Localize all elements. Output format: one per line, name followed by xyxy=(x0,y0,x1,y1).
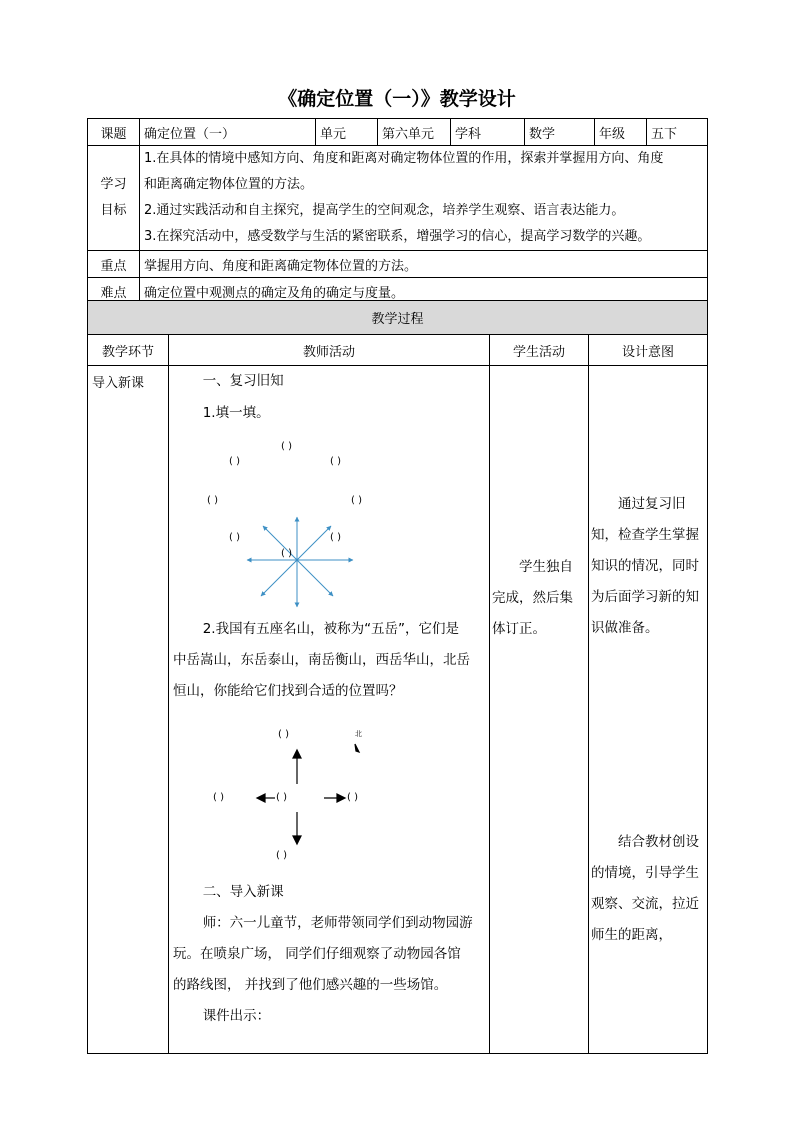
compass-blank-se: ( ) xyxy=(330,532,341,543)
mountain-blank-center: ( ) xyxy=(276,792,287,803)
objective-line: 2.通过实践活动和自主探究，提高学生的空间观念，培养学生观察、语言表达能力。 xyxy=(144,203,625,218)
difficulty-value: 确定位置中观测点的确定及角的确定与度量。 xyxy=(140,278,708,305)
compass-arrow-ne xyxy=(297,526,331,560)
objective-line: 3.在探究活动中，感受数学与生活的紧密联系，增强学习的信心，提高学习数学的兴趣。 xyxy=(144,229,651,244)
intro-heading: 二、导入新课 xyxy=(202,884,284,900)
compass-blank-nw: ( ) xyxy=(229,456,240,467)
header-stage: 教学环节 xyxy=(88,335,169,366)
design-intent-2: 结合教材创设的情境，引导学生观察、交流，拉近师生的距离， xyxy=(591,834,699,943)
stage-name: 导入新课 xyxy=(92,376,145,391)
header-student-activity: 学生活动 xyxy=(490,335,589,366)
design-intent-cell xyxy=(589,366,708,1054)
mountain-blank-south: ( ) xyxy=(276,850,287,861)
objectives-label-line2: 目标 xyxy=(100,203,127,218)
review-heading: 一、复习旧知 xyxy=(202,373,284,389)
compass-blank-w: ( ) xyxy=(207,495,218,506)
header-design-intent: 设计意图 xyxy=(589,335,708,366)
north-arrow-icon xyxy=(355,744,359,752)
compass-blank-ne: ( ) xyxy=(330,456,341,467)
lesson-info-table xyxy=(87,118,708,305)
mountain-question-line1: 2.我国有五座名山，被称为“五岳”，它们是 xyxy=(202,621,460,637)
courseware-label: 课件出示： xyxy=(202,1008,271,1024)
teaching-process-band: 教学过程 xyxy=(88,301,708,335)
compass-arrow-sw xyxy=(261,560,297,596)
header-teacher-activity: 教师活动 xyxy=(169,335,490,366)
lesson-label: 课题 xyxy=(88,119,140,146)
design-intent-1: 通过复习旧知，检查学生掌握知识的情况，同时为后面学习新的知识做准备。 xyxy=(591,496,699,636)
compass-blank-s: ( ) xyxy=(281,548,292,559)
unit-label: 单元 xyxy=(316,119,378,146)
intro-line1: 师：六一儿童节，老师带领同学们到动物园游 xyxy=(202,915,473,931)
objectives-content xyxy=(140,146,708,251)
intro-line3: 的路线图， 并找到了他们感兴趣的一些场馆。 xyxy=(173,977,448,993)
mountain-question-line3: 恒山，你能给它们找到合适的位置吗？ xyxy=(173,683,403,699)
mountain-blank-west: ( ) xyxy=(213,792,224,803)
subject-label: 学科 xyxy=(451,119,525,146)
lesson-value: 确定位置（一） xyxy=(140,119,316,146)
student-activity-text: 学生独自完成，然后集体订正。 xyxy=(492,559,573,637)
student-activity-cell xyxy=(490,366,589,1054)
north-mark: 北 xyxy=(355,730,362,738)
objectives-label xyxy=(88,146,140,251)
objectives-label-line1: 学习 xyxy=(100,177,127,192)
document-title: 《确定位置（一）》教学设计 xyxy=(278,88,516,110)
difficulty-label: 难点 xyxy=(88,278,140,305)
grade-label: 年级 xyxy=(595,119,647,146)
objective-line: 和距离确定物体位置的方法。 xyxy=(144,177,314,192)
fill-heading: 1.填一填。 xyxy=(202,405,270,421)
compass-blank-n: ( ) xyxy=(281,441,292,452)
compass-arrow-se xyxy=(297,560,333,596)
mountains-diagram xyxy=(169,736,490,876)
stage-cell xyxy=(88,366,169,1054)
teacher-activity-cell xyxy=(169,366,490,1054)
grade-value: 五下 xyxy=(647,119,708,146)
mountain-question-line2: 中岳嵩山，东岳泰山，南岳衡山，西岳华山，北岳 xyxy=(173,652,470,668)
teaching-process-table xyxy=(87,300,708,1054)
intro-line2: 玩。在喷泉广场， 同学们仔细观察了动物园各馆 xyxy=(173,946,461,962)
unit-value: 第六单元 xyxy=(378,119,451,146)
compass-blank-sw: ( ) xyxy=(229,532,240,543)
subject-value: 数学 xyxy=(525,119,595,146)
compass-blank-e: ( ) xyxy=(351,495,362,506)
key-point-label: 重点 xyxy=(88,251,140,278)
mountain-blank-north: ( ) xyxy=(278,729,289,740)
key-point-value: 掌握用方向、角度和距离确定物体位置的方法。 xyxy=(140,251,708,278)
objective-line: 1.在具体的情境中感知方向、角度和距离对确定物体位置的作用，探索并掌握用方向、角度 xyxy=(144,151,664,166)
mountain-blank-east: ( ) xyxy=(347,792,358,803)
